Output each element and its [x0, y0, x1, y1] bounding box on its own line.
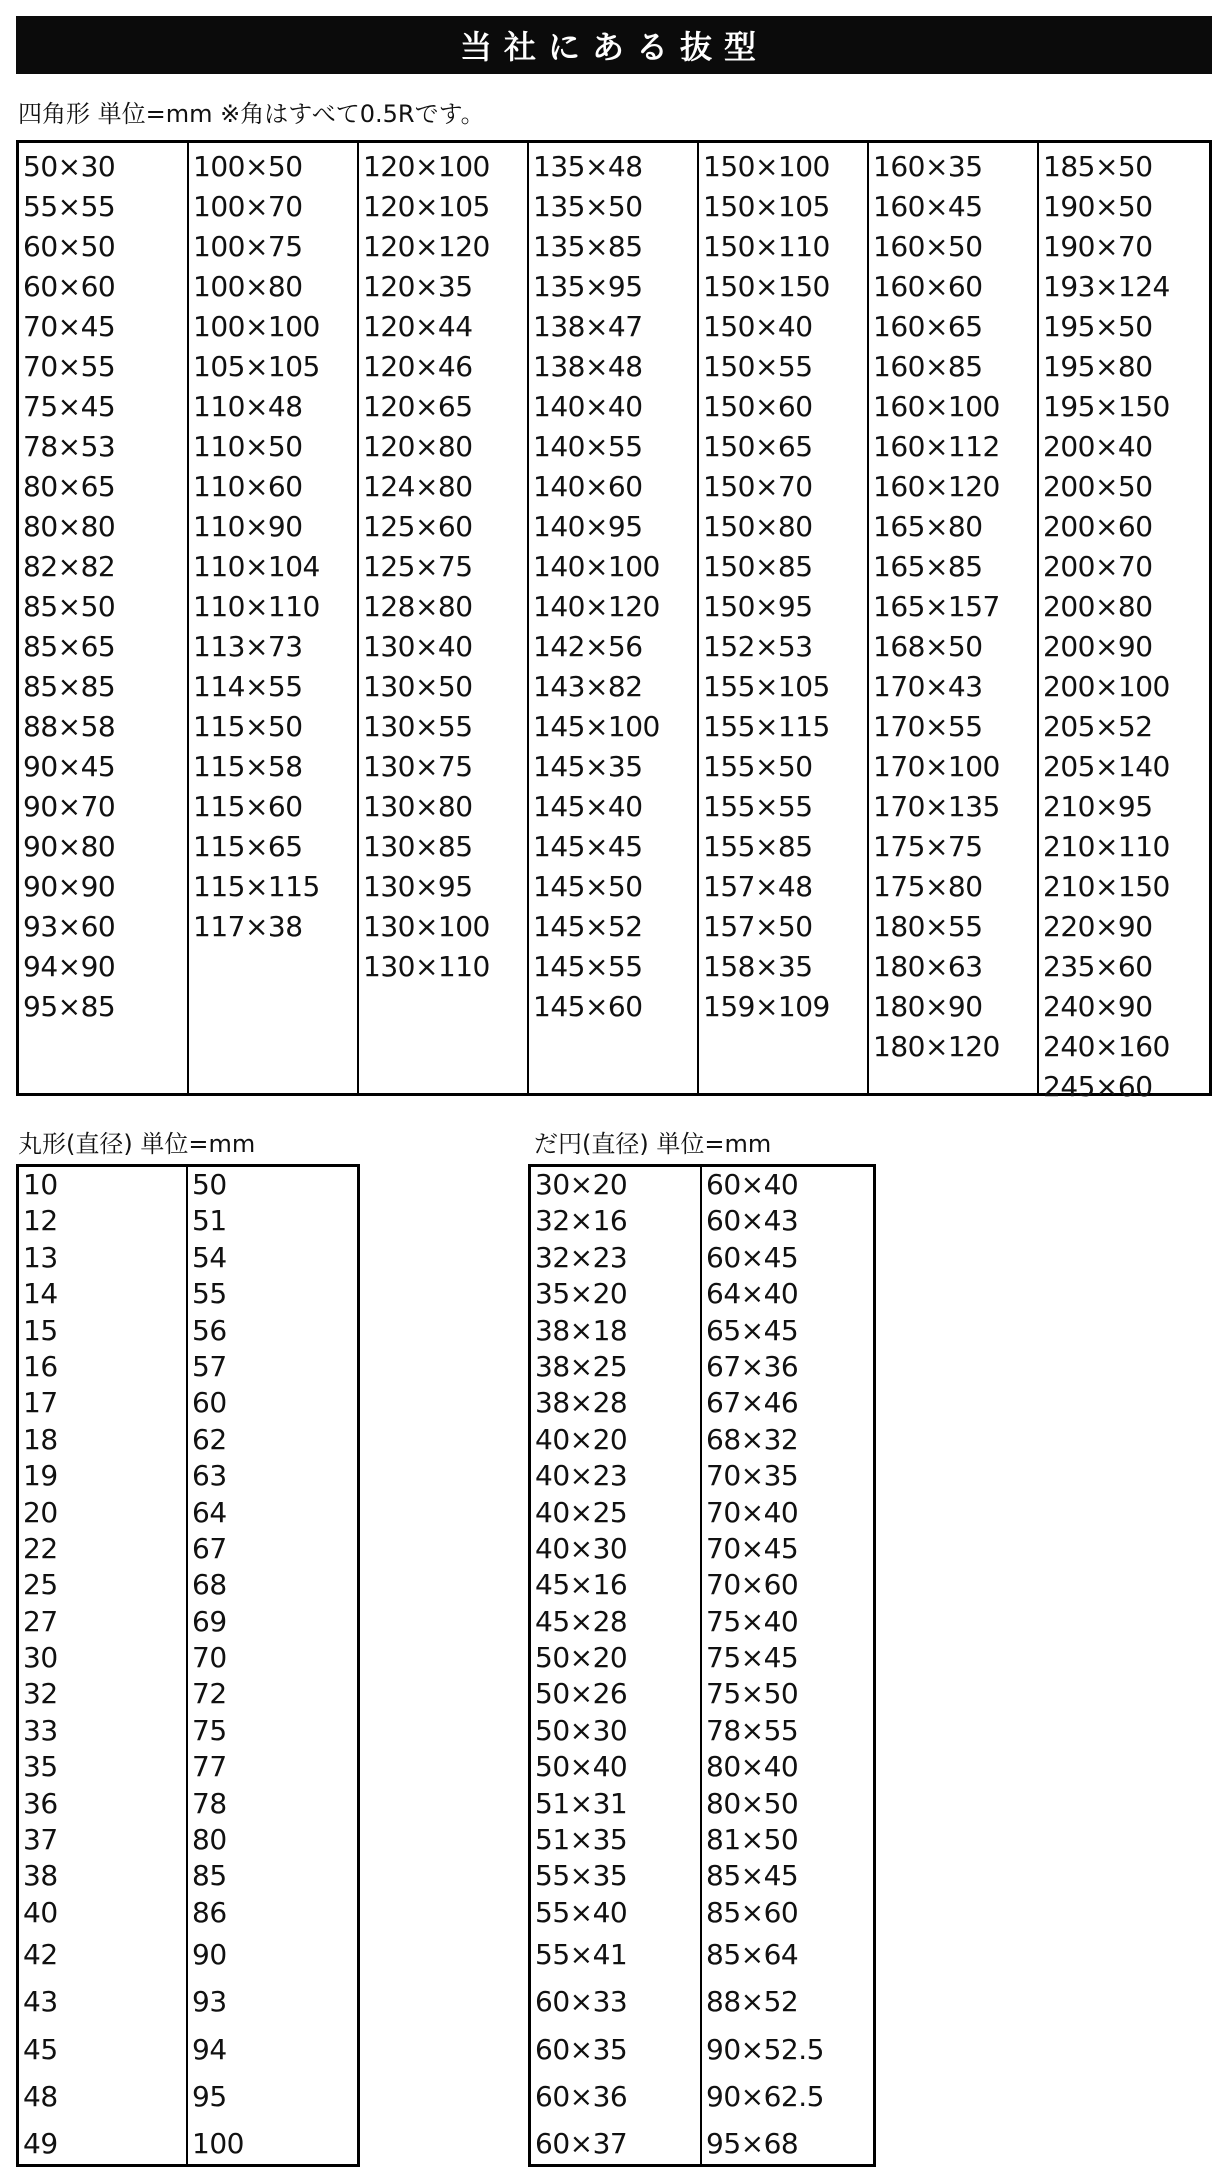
square-size-cell: 145×60	[533, 990, 643, 1023]
round-size-cell: 37	[23, 1823, 58, 1857]
square-size-cell: 145×100	[533, 710, 660, 743]
square-size-cell: 90×45	[23, 750, 116, 783]
square-size-cell: 160×45	[873, 190, 983, 223]
square-size-cell: 85×65	[23, 630, 116, 663]
square-column	[189, 143, 359, 1093]
oval-size-cell: 70×35	[706, 1459, 799, 1493]
square-size-cell: 135×48	[533, 150, 643, 183]
square-size-cell: 130×75	[363, 750, 473, 783]
square-size-cell: 130×55	[363, 710, 473, 743]
square-size-cell: 93×60	[23, 910, 116, 943]
square-size-cell: 157×50	[703, 910, 813, 943]
square-size-cell: 138×48	[533, 350, 643, 383]
square-size-cell: 100×50	[193, 150, 303, 183]
square-size-cell: 220×90	[1043, 910, 1153, 943]
round-size-cell: 56	[192, 1313, 227, 1347]
square-size-cell: 135×95	[533, 270, 643, 303]
round-size-cell: 60	[192, 1386, 227, 1420]
square-column	[869, 143, 1039, 1093]
round-size-cell: 22	[23, 1531, 58, 1565]
round-size-cell: 85	[192, 1859, 227, 1893]
square-size-cell: 90×90	[23, 870, 116, 903]
oval-size-cell: 67×46	[706, 1386, 799, 1420]
oval-size-cell: 51×31	[535, 1786, 628, 1820]
square-size-cell: 50×30	[23, 150, 116, 183]
square-size-cell: 145×40	[533, 790, 643, 823]
square-size-cell: 160×120	[873, 470, 1000, 503]
square-size-cell: 155×50	[703, 750, 813, 783]
square-size-cell: 114×55	[193, 670, 303, 703]
square-size-cell: 142×56	[533, 630, 643, 663]
oval-size-cell: 65×45	[706, 1313, 799, 1347]
oval-size-cell: 60×40	[706, 1168, 799, 1201]
square-size-cell: 150×70	[703, 470, 813, 503]
oval-size-cell: 75×50	[706, 1677, 799, 1711]
square-size-cell: 140×120	[533, 590, 660, 623]
round-size-cell: 72	[192, 1677, 227, 1711]
oval-size-cell: 80×40	[706, 1750, 799, 1784]
square-size-cell: 200×70	[1043, 550, 1153, 583]
square-size-cell: 195×80	[1043, 350, 1153, 383]
square-size-cell: 195×150	[1043, 390, 1170, 423]
square-size-cell: 120×100	[363, 150, 490, 183]
oval-size-cell: 40×30	[535, 1531, 628, 1565]
square-size-cell: 100×75	[193, 230, 303, 263]
square-size-cell: 160×50	[873, 230, 983, 263]
oval-size-cell: 38×18	[535, 1313, 628, 1347]
square-size-cell: 205×140	[1043, 750, 1170, 783]
square-size-cell: 90×80	[23, 830, 116, 863]
square-column	[699, 143, 869, 1093]
square-size-cell: 150×105	[703, 190, 830, 223]
oval-size-cell: 50×20	[535, 1641, 628, 1675]
round-size-cell: 40	[23, 1895, 58, 1929]
square-size-cell: 165×85	[873, 550, 983, 583]
square-size-cell: 150×95	[703, 590, 813, 623]
square-size-cell: 150×55	[703, 350, 813, 383]
round-size-cell: 75	[192, 1713, 227, 1747]
square-size-cell: 185×50	[1043, 150, 1153, 183]
square-size-cell: 200×60	[1043, 510, 1153, 543]
oval-size-cell: 38×25	[535, 1349, 628, 1383]
oval-size-cell: 70×60	[706, 1568, 799, 1602]
oval-size-cell: 40×20	[535, 1422, 628, 1456]
oval-size-cell: 90×62.5	[706, 2079, 824, 2113]
square-size-cell: 135×50	[533, 190, 643, 223]
square-size-cell: 115×50	[193, 710, 303, 743]
square-size-cell: 110×50	[193, 430, 303, 463]
square-size-cell: 180×90	[873, 990, 983, 1023]
oval-size-cell: 64×40	[706, 1277, 799, 1311]
square-size-cell: 180×63	[873, 950, 983, 983]
square-size-cell: 210×150	[1043, 870, 1170, 903]
oval-size-cell: 75×40	[706, 1604, 799, 1638]
round-size-cell: 63	[192, 1459, 227, 1493]
page-title: 当社にある抜型	[16, 16, 1212, 74]
round-size-cell: 86	[192, 1895, 227, 1929]
square-size-cell: 55×55	[23, 190, 116, 223]
square-size-cell: 195×50	[1043, 310, 1153, 343]
square-size-cell: 150×80	[703, 510, 813, 543]
square-size-cell: 95×85	[23, 990, 116, 1023]
oval-size-cell: 60×35	[535, 2032, 628, 2066]
round-size-cell: 80	[192, 1823, 227, 1857]
square-size-cell: 155×115	[703, 710, 830, 743]
oval-size-cell: 55×40	[535, 1895, 628, 1929]
square-size-cell: 120×105	[363, 190, 490, 223]
square-size-cell: 155×85	[703, 830, 813, 863]
square-size-cell: 115×115	[193, 870, 320, 903]
square-size-cell: 78×53	[23, 430, 116, 463]
square-size-cell: 140×60	[533, 470, 643, 503]
square-column	[359, 143, 529, 1093]
square-size-cell: 160×65	[873, 310, 983, 343]
round-size-cell: 16	[23, 1349, 58, 1383]
round-size-table	[16, 1164, 360, 2167]
round-size-cell: 27	[23, 1604, 58, 1638]
square-size-cell: 240×90	[1043, 990, 1153, 1023]
square-size-cell: 70×55	[23, 350, 116, 383]
round-size-cell: 93	[192, 1985, 227, 2019]
square-size-cell: 94×90	[23, 950, 116, 983]
round-size-cell: 67	[192, 1531, 227, 1565]
square-size-cell: 110×90	[193, 510, 303, 543]
square-size-cell: 80×80	[23, 510, 116, 543]
square-size-cell: 160×85	[873, 350, 983, 383]
round-size-cell: 55	[192, 1277, 227, 1311]
round-size-cell: 49	[23, 2126, 58, 2160]
square-size-cell: 88×58	[23, 710, 116, 743]
square-size-cell: 143×82	[533, 670, 643, 703]
square-size-cell: 135×85	[533, 230, 643, 263]
square-size-cell: 200×40	[1043, 430, 1153, 463]
square-size-cell: 140×55	[533, 430, 643, 463]
round-size-cell: 70	[192, 1641, 227, 1675]
oval-size-cell: 51×35	[535, 1823, 628, 1857]
oval-size-cell: 78×55	[706, 1713, 799, 1747]
square-size-cell: 150×40	[703, 310, 813, 343]
square-size-cell: 145×50	[533, 870, 643, 903]
square-size-cell: 165×157	[873, 590, 1000, 623]
square-size-cell: 170×55	[873, 710, 983, 743]
square-size-cell: 150×110	[703, 230, 830, 263]
round-size-cell: 15	[23, 1313, 58, 1347]
oval-size-cell: 60×33	[535, 1985, 628, 2019]
round-size-cell: 20	[23, 1495, 58, 1529]
square-size-cell: 168×50	[873, 630, 983, 663]
round-size-cell: 25	[23, 1568, 58, 1602]
square-size-cell: 60×60	[23, 270, 116, 303]
square-size-cell: 158×35	[703, 950, 813, 983]
square-size-cell: 115×65	[193, 830, 303, 863]
oval-size-cell: 55×35	[535, 1859, 628, 1893]
oval-size-cell: 60×45	[706, 1240, 799, 1274]
oval-size-cell: 55×41	[535, 1938, 628, 1972]
oval-column	[531, 1167, 702, 2164]
square-section-caption: 四角形 単位=mm ※角はすべて0.5Rです。	[18, 100, 485, 128]
square-size-cell: 150×100	[703, 150, 830, 183]
square-size-cell: 155×55	[703, 790, 813, 823]
round-size-cell: 64	[192, 1495, 227, 1529]
square-size-cell: 200×80	[1043, 590, 1153, 623]
oval-size-cell: 75×45	[706, 1641, 799, 1675]
square-size-cell: 120×46	[363, 350, 473, 383]
square-size-cell: 120×44	[363, 310, 473, 343]
round-size-cell: 100	[192, 2126, 244, 2160]
oval-size-cell: 38×28	[535, 1386, 628, 1420]
square-size-cell: 120×35	[363, 270, 473, 303]
round-size-cell: 19	[23, 1459, 58, 1493]
square-size-cell: 170×100	[873, 750, 1000, 783]
oval-size-cell: 45×16	[535, 1568, 628, 1602]
oval-section-caption: だ円(直径) 単位=mm	[534, 1130, 772, 1158]
oval-size-cell: 95×68	[706, 2126, 799, 2160]
square-column	[1039, 143, 1209, 1103]
oval-size-cell: 60×37	[535, 2126, 628, 2160]
square-size-cell: 130×85	[363, 830, 473, 863]
square-size-cell: 70×45	[23, 310, 116, 343]
oval-size-cell: 40×23	[535, 1459, 628, 1493]
square-size-cell: 145×52	[533, 910, 643, 943]
oval-size-cell: 81×50	[706, 1823, 799, 1857]
square-size-cell: 110×60	[193, 470, 303, 503]
square-size-cell: 125×60	[363, 510, 473, 543]
oval-size-cell: 85×45	[706, 1859, 799, 1893]
square-size-cell: 130×100	[363, 910, 490, 943]
oval-size-cell: 85×60	[706, 1895, 799, 1929]
square-size-cell: 150×60	[703, 390, 813, 423]
square-size-cell: 130×40	[363, 630, 473, 663]
square-size-cell: 190×50	[1043, 190, 1153, 223]
oval-size-cell: 32×16	[535, 1204, 628, 1238]
oval-size-cell: 88×52	[706, 1985, 799, 2019]
square-size-cell: 190×70	[1043, 230, 1153, 263]
square-size-cell: 82×82	[23, 550, 116, 583]
square-size-cell: 145×55	[533, 950, 643, 983]
square-size-cell: 115×58	[193, 750, 303, 783]
round-size-cell: 48	[23, 2079, 58, 2113]
square-size-cell: 200×100	[1043, 670, 1170, 703]
round-size-cell: 77	[192, 1750, 227, 1784]
oval-size-cell: 45×28	[535, 1604, 628, 1638]
round-column	[19, 1167, 188, 2164]
square-size-cell: 235×60	[1043, 950, 1153, 983]
round-size-cell: 90	[192, 1938, 227, 1972]
oval-size-cell: 70×40	[706, 1495, 799, 1529]
round-size-cell: 51	[192, 1204, 227, 1238]
square-size-cell: 85×85	[23, 670, 116, 703]
square-size-cell: 160×112	[873, 430, 1000, 463]
round-size-cell: 78	[192, 1786, 227, 1820]
square-size-cell: 165×80	[873, 510, 983, 543]
square-size-cell: 120×120	[363, 230, 490, 263]
square-size-cell: 210×110	[1043, 830, 1170, 863]
round-size-cell: 54	[192, 1240, 227, 1274]
square-size-cell: 152×53	[703, 630, 813, 663]
oval-size-cell: 70×45	[706, 1531, 799, 1565]
square-size-cell: 113×73	[193, 630, 303, 663]
square-size-cell: 130×50	[363, 670, 473, 703]
square-size-cell: 125×75	[363, 550, 473, 583]
round-size-cell: 12	[23, 1204, 58, 1238]
square-size-cell: 80×65	[23, 470, 116, 503]
oval-size-table	[528, 1164, 876, 2167]
square-size-cell: 200×50	[1043, 470, 1153, 503]
round-size-cell: 18	[23, 1422, 58, 1456]
square-size-cell: 90×70	[23, 790, 116, 823]
square-size-cell: 140×100	[533, 550, 660, 583]
round-size-cell: 94	[192, 2032, 227, 2066]
square-size-cell: 240×160	[1043, 1030, 1170, 1063]
square-size-cell: 85×50	[23, 590, 116, 623]
square-size-cell: 145×45	[533, 830, 643, 863]
square-size-cell: 145×35	[533, 750, 643, 783]
square-size-cell: 130×110	[363, 950, 490, 983]
square-size-cell: 110×110	[193, 590, 320, 623]
square-size-cell: 160×60	[873, 270, 983, 303]
square-size-cell: 124×80	[363, 470, 473, 503]
oval-size-cell: 30×20	[535, 1168, 628, 1201]
round-section-caption: 丸形(直径) 単位=mm	[18, 1130, 256, 1158]
square-size-cell: 75×45	[23, 390, 116, 423]
square-size-cell: 130×80	[363, 790, 473, 823]
square-size-cell: 105×105	[193, 350, 320, 383]
square-size-cell: 60×50	[23, 230, 116, 263]
oval-column	[702, 1167, 873, 2164]
square-size-cell: 210×95	[1043, 790, 1153, 823]
round-size-cell: 62	[192, 1422, 227, 1456]
oval-size-cell: 60×36	[535, 2079, 628, 2113]
round-column	[188, 1167, 357, 2164]
square-size-cell: 117×38	[193, 910, 303, 943]
square-size-cell: 170×43	[873, 670, 983, 703]
square-size-cell: 157×48	[703, 870, 813, 903]
square-size-cell: 140×40	[533, 390, 643, 423]
round-size-cell: 50	[192, 1168, 227, 1201]
round-size-cell: 35	[23, 1750, 58, 1784]
round-size-cell: 10	[23, 1168, 58, 1201]
round-size-cell: 38	[23, 1859, 58, 1893]
round-size-cell: 32	[23, 1677, 58, 1711]
square-size-cell: 130×95	[363, 870, 473, 903]
oval-size-cell: 85×64	[706, 1938, 799, 1972]
round-size-cell: 68	[192, 1568, 227, 1602]
round-size-cell: 43	[23, 1985, 58, 2019]
round-size-cell: 14	[23, 1277, 58, 1311]
square-size-cell: 175×75	[873, 830, 983, 863]
oval-size-cell: 80×50	[706, 1786, 799, 1820]
round-size-cell: 57	[192, 1349, 227, 1383]
oval-size-cell: 50×26	[535, 1677, 628, 1711]
square-size-cell: 175×80	[873, 870, 983, 903]
square-size-cell: 205×52	[1043, 710, 1153, 743]
square-size-cell: 140×95	[533, 510, 643, 543]
square-size-cell: 138×47	[533, 310, 643, 343]
square-size-cell: 193×124	[1043, 270, 1170, 303]
square-size-cell: 245×60	[1043, 1070, 1153, 1103]
square-size-cell: 128×80	[363, 590, 473, 623]
round-size-cell: 69	[192, 1604, 227, 1638]
square-size-cell: 115×60	[193, 790, 303, 823]
oval-size-cell: 35×20	[535, 1277, 628, 1311]
square-column	[19, 143, 189, 1093]
square-size-cell: 170×135	[873, 790, 1000, 823]
square-size-cell: 100×70	[193, 190, 303, 223]
square-size-cell: 100×100	[193, 310, 320, 343]
square-size-table	[16, 140, 1212, 1103]
round-size-cell: 42	[23, 1938, 58, 1972]
oval-size-cell: 90×52.5	[706, 2032, 824, 2066]
round-size-cell: 95	[192, 2079, 227, 2113]
oval-size-cell: 50×30	[535, 1713, 628, 1747]
round-size-cell: 13	[23, 1240, 58, 1274]
oval-size-cell: 67×36	[706, 1349, 799, 1383]
square-size-cell: 110×48	[193, 390, 303, 423]
oval-size-cell: 60×43	[706, 1204, 799, 1238]
oval-size-cell: 50×40	[535, 1750, 628, 1784]
round-size-cell: 30	[23, 1641, 58, 1675]
oval-size-cell: 32×23	[535, 1240, 628, 1274]
oval-size-cell: 40×25	[535, 1495, 628, 1529]
square-size-cell: 160×100	[873, 390, 1000, 423]
square-size-cell: 180×55	[873, 910, 983, 943]
square-size-cell: 120×65	[363, 390, 473, 423]
round-size-cell: 36	[23, 1786, 58, 1820]
square-size-cell: 150×85	[703, 550, 813, 583]
square-size-cell: 159×109	[703, 990, 830, 1023]
round-size-cell: 45	[23, 2032, 58, 2066]
square-size-cell: 155×105	[703, 670, 830, 703]
square-column	[529, 143, 699, 1093]
square-size-cell: 150×65	[703, 430, 813, 463]
square-size-cell: 100×80	[193, 270, 303, 303]
square-size-cell: 120×80	[363, 430, 473, 463]
square-size-cell: 160×35	[873, 150, 983, 183]
square-size-cell: 150×150	[703, 270, 830, 303]
square-size-cell: 180×120	[873, 1030, 1000, 1063]
square-size-cell: 200×90	[1043, 630, 1153, 663]
round-size-cell: 17	[23, 1386, 58, 1420]
oval-size-cell: 68×32	[706, 1422, 799, 1456]
round-size-cell: 33	[23, 1713, 58, 1747]
square-size-cell: 110×104	[193, 550, 320, 583]
